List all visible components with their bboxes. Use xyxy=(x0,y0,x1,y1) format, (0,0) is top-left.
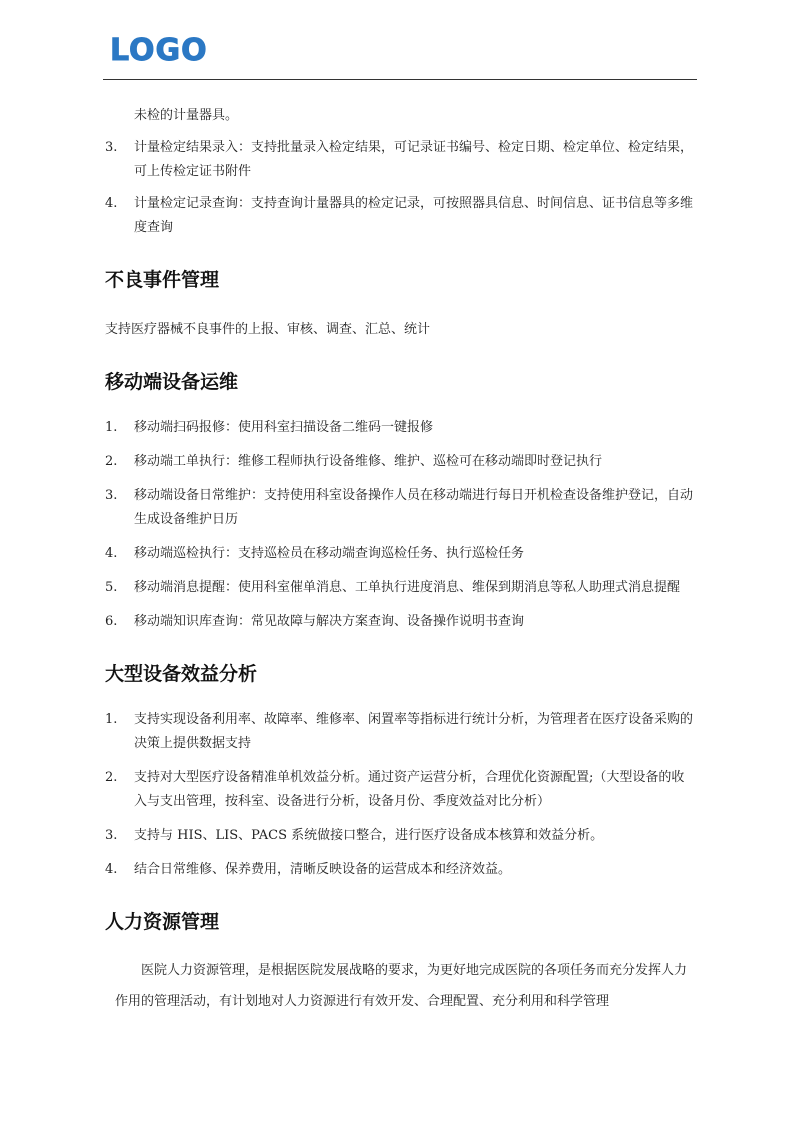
item-text: 移动端巡检执行：支持巡检员在移动端查询巡检任务、执行巡检任务 xyxy=(134,546,525,561)
item-text: 移动端设备日常维护：支持使用科室设备操作人员在移动端进行每日开机检查设备维护登记，自动生成设备维护日历 xyxy=(134,488,694,527)
item-number: 4. xyxy=(105,546,118,561)
item-text: 计量检定结果录入：支持批量录入检定结果，可记录证书编号、检定日期、检定单位、检定结果，可上传检定证书附件 xyxy=(134,140,694,179)
item-text: 移动端扫码报修：使用科室扫描设备二维码一键报修 xyxy=(134,420,434,435)
item-number: 4. xyxy=(105,862,118,877)
logo: LOGO xyxy=(110,33,208,68)
header-divider xyxy=(103,79,697,80)
continuation-text: 未检的计量器具。 xyxy=(134,108,239,123)
list-item xyxy=(105,450,697,474)
hr-paragraph: 医院人力资源管理，是根据医院发展战略的要求，为更好地完成医院的各项任务而充分发挥人力作用的管理活动，有计划地对人力资源进行有效开发、合理配置、充分利用和科学管理 xyxy=(115,963,688,1009)
item-number: 4. xyxy=(105,196,118,211)
section-title-benefit: 大型设备效益分析 xyxy=(105,663,258,685)
list-item xyxy=(105,824,697,848)
list-item xyxy=(105,766,697,814)
list-item xyxy=(105,542,697,566)
item-number: 2. xyxy=(105,454,118,469)
section-title-adverse: 不良事件管理 xyxy=(105,269,220,291)
list-item xyxy=(105,576,697,600)
item-number: 2. xyxy=(105,770,118,785)
item-number: 1. xyxy=(105,712,118,727)
section-title-mobile: 移动端设备运维 xyxy=(105,371,239,393)
item-text: 支持实现设备利用率、故障率、维修率、闲置率等指标进行统计分析，为管理者在医疗设备采购的决策上提供数据支持 xyxy=(134,712,694,751)
item-text: 计量检定记录查询：支持查询计量器具的检定记录，可按照器具信息、时间信息、证书信息等多维度查询 xyxy=(134,196,694,235)
section-title-hr: 人力资源管理 xyxy=(105,911,220,933)
item-number: 3. xyxy=(105,828,118,843)
item-text: 结合日常维修、保养费用，清晰反映设备的运营成本和经济效益。 xyxy=(134,862,512,877)
item-number: 5. xyxy=(105,580,118,595)
list-item xyxy=(105,484,697,532)
item-number: 1. xyxy=(105,420,118,435)
list-item xyxy=(105,708,697,756)
list-item xyxy=(105,192,697,240)
item-text: 移动端消息提醒：使用科室催单消息、工单执行进度消息、维保到期消息等私人助理式消息提醒 xyxy=(134,580,681,595)
mobile-list xyxy=(105,416,697,634)
list-item xyxy=(105,136,697,184)
benefit-list xyxy=(105,708,697,882)
list-item xyxy=(105,610,697,634)
item-text: 支持对大型医疗设备精准单机效益分析。通过资产运营分析，合理优化资源配置;（大型设备的收入与支出管理，按科室、设备进行分析，设备月份、季度效益对比分析） xyxy=(134,770,685,809)
item-number: 3. xyxy=(105,488,118,503)
item-number: 3. xyxy=(105,140,118,155)
item-text: 支持与 HIS、LIS、PACS 系统做接口整合，进行医疗设备成本核算和效益分析。 xyxy=(134,828,604,843)
item-number: 6. xyxy=(105,614,118,629)
list-item xyxy=(105,858,697,882)
adverse-text: 支持医疗器械不良事件的上报、审核、调查、汇总、统计 xyxy=(105,322,431,337)
document-body xyxy=(105,104,697,1017)
item-text: 移动端知识库查询：常见故障与解决方案查询、设备操作说明书查询 xyxy=(134,614,525,629)
list-item xyxy=(105,416,697,440)
intro-section xyxy=(105,104,697,240)
item-text: 移动端工单执行：维修工程师执行设备维修、维护、巡检可在移动端即时登记执行 xyxy=(134,454,603,469)
